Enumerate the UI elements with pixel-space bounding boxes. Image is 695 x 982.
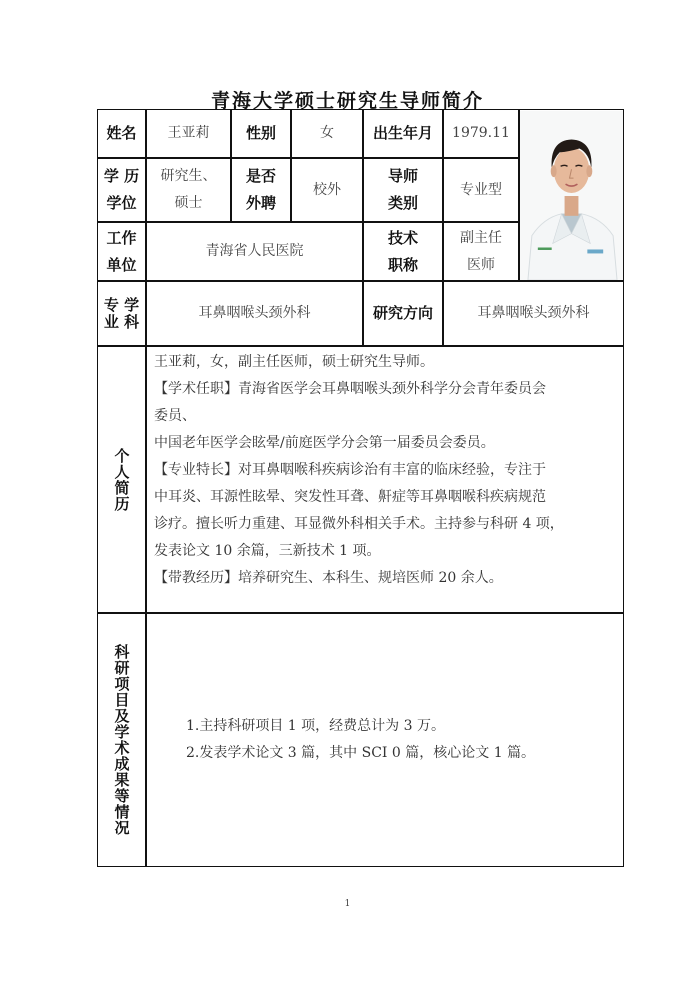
projects-label-text: 科研项目及学术成果等情况 bbox=[112, 644, 131, 836]
degree-label bbox=[97, 158, 146, 222]
research-direction-label: 研究方向 bbox=[363, 281, 443, 346]
portrait-image bbox=[520, 110, 623, 281]
technical-title-value-line1: 副主任 bbox=[460, 229, 502, 246]
discipline-label bbox=[97, 281, 146, 346]
technical-title-label-line2: 职称 bbox=[387, 255, 418, 274]
name-value: 王亚莉 bbox=[146, 109, 231, 158]
external-value: 校外 bbox=[291, 158, 363, 222]
degree-label-line2: 学位 bbox=[106, 194, 137, 212]
gender-value: 女 bbox=[291, 109, 363, 158]
bio-line: 委员、 bbox=[154, 408, 196, 424]
bio-line: 【专业特长】对耳鼻咽喉科疾病诊治有丰富的临床经验，专注于 bbox=[154, 462, 546, 478]
projects-content bbox=[146, 613, 624, 867]
bio-label bbox=[97, 346, 146, 613]
work-unit-label-line2: 单位 bbox=[106, 255, 137, 274]
gender-label: 性别 bbox=[231, 109, 291, 158]
degree-value-line2: 硕士 bbox=[174, 195, 203, 211]
profile-table bbox=[98, 110, 624, 868]
bio-content bbox=[146, 346, 624, 613]
technical-title-value bbox=[443, 222, 519, 281]
discipline-value: 耳鼻咽喉头颈外科 bbox=[146, 281, 363, 346]
discipline-label-line1: 专 学 bbox=[103, 295, 140, 314]
technical-title-label bbox=[363, 222, 443, 281]
birth-label: 出生年月 bbox=[363, 109, 443, 158]
degree-value bbox=[146, 158, 231, 222]
external-label bbox=[231, 158, 291, 222]
degree-label-line1: 学 历 bbox=[103, 167, 140, 185]
bio-line: 【带教经历】培养研究生、本科生、规培医师 20 余人。 bbox=[154, 570, 503, 586]
bio-line: 诊疗。擅长听力重建、耳显微外科相关手术。主持参与科研 4 项， bbox=[154, 516, 564, 532]
work-unit-value: 青海省人民医院 bbox=[146, 222, 363, 281]
portrait-photo bbox=[519, 109, 624, 281]
bio-line: 发表论文 10 余篇，三新技术 1 项。 bbox=[154, 543, 381, 559]
projects-label bbox=[97, 613, 146, 867]
degree-value-line1: 研究生、 bbox=[160, 168, 217, 184]
supervisor-type-label bbox=[363, 158, 443, 222]
external-label-line1: 是否 bbox=[245, 167, 276, 185]
project-item: 1.主持科研项目 1 项，经费总计为 3 万。 bbox=[186, 718, 445, 734]
project-item: 2.发表学术论文 3 篇，其中 SCI 0 篇，核心论文 1 篇。 bbox=[186, 745, 536, 761]
bio-label-text: 个人简历 bbox=[112, 447, 131, 512]
supervisor-type-label-line1: 导师 bbox=[387, 167, 418, 185]
discipline-label-line2: 业 科 bbox=[103, 312, 140, 331]
work-unit-label bbox=[97, 222, 146, 281]
document-title: 青海大学硕士研究生导师简介 bbox=[210, 90, 484, 112]
supervisor-type-label-line2: 类别 bbox=[387, 194, 418, 212]
page-number: 1 bbox=[344, 899, 351, 909]
work-unit-label-line1: 工作 bbox=[106, 228, 137, 247]
technical-title-value-line2: 医师 bbox=[467, 256, 495, 273]
research-direction-value: 耳鼻咽喉头颈外科 bbox=[443, 281, 624, 346]
birth-value: 1979.11 bbox=[443, 109, 519, 158]
technical-title-label-line1: 技术 bbox=[387, 228, 418, 247]
bio-line: 中耳炎、耳源性眩晕、突发性耳聋、鼾症等耳鼻咽喉科疾病规范 bbox=[154, 489, 546, 505]
bio-line: 王亚莉，女，副主任医师，硕士研究生导师。 bbox=[154, 354, 434, 370]
name-label: 姓名 bbox=[97, 109, 146, 158]
bio-line: 中国老年医学会眩晕/前庭医学分会第一届委员会委员。 bbox=[154, 435, 495, 451]
bio-line: 【学术任职】青海省医学会耳鼻咽喉头颈外科学分会青年委员会 bbox=[154, 381, 546, 397]
external-label-line2: 外聘 bbox=[245, 194, 276, 212]
supervisor-type-value: 专业型 bbox=[443, 158, 519, 222]
